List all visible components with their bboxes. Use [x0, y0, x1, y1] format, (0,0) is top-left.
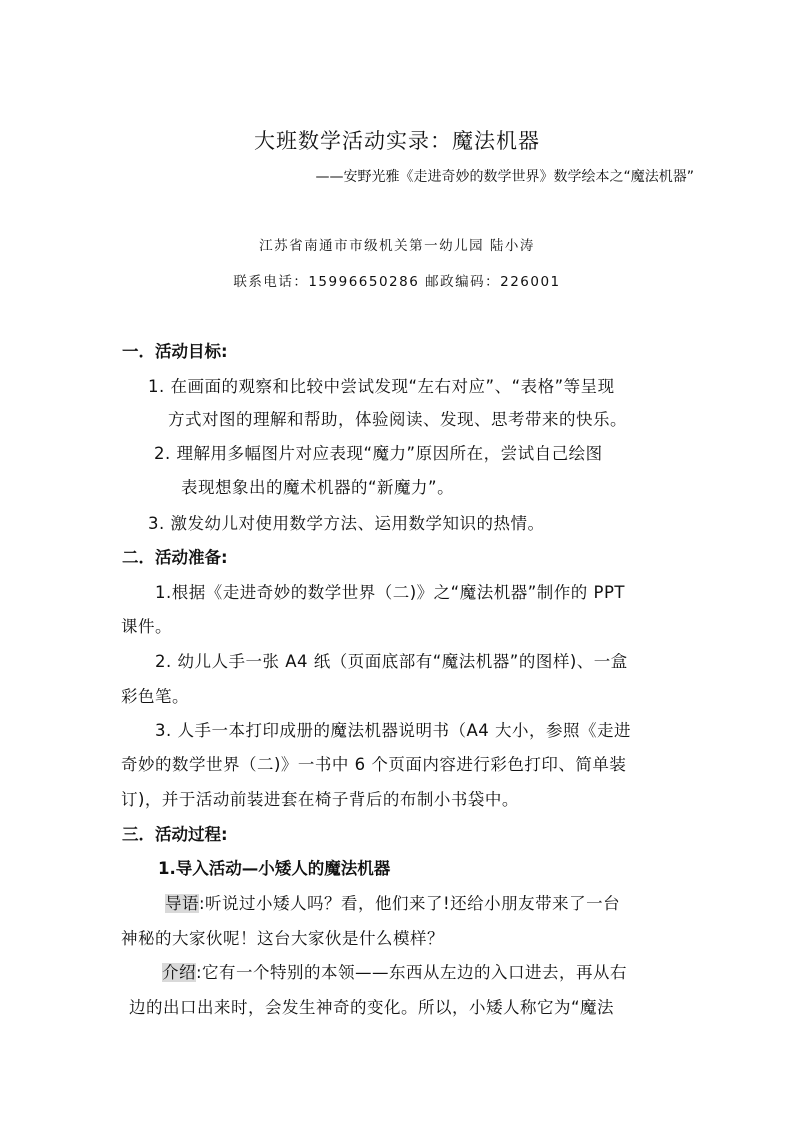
goal-item-1: 1. 在画面的观察和比较中尝试发现“左右对应”、“表格”等呈现: [148, 377, 615, 396]
prep-item-1: 1.根据《走进奇妙的数学世界（二)》之“魔法机器”制作的 PPT: [155, 583, 625, 602]
process-step-1-title: 1.导入活动—小矮人的魔法机器: [158, 859, 391, 878]
intro-paragraph: [165, 890, 620, 914]
intro-label: 导语: [165, 894, 199, 913]
section-goals-heading: 一．活动目标:: [122, 342, 228, 361]
goal-item-2-cont: 表现想象出的魔术机器的“新魔力”。: [181, 478, 455, 497]
section-process-heading: 三．活动过程:: [122, 825, 228, 844]
prep-item-3-cont: 奇妙的数学世界（二)》一书中 6 个页面内容进行彩色打印、简单装: [121, 755, 627, 774]
intro-paragraph-cont: 神秘的大家伙呢！这台大家伙是什么模样？: [121, 929, 444, 948]
desc-text: :它有一个特别的本领——东西从左边的入口进去，再从右: [196, 963, 628, 982]
author-affiliation: 江苏省南通市市级机关第一幼儿园 陆小涛: [259, 238, 535, 254]
prep-item-2-cont: 彩色笔。: [121, 687, 189, 706]
goal-item-2: 2. 理解用多幅图片对应表现“魔力”原因所在，尝试自己绘图: [154, 444, 603, 463]
page-title: 大班数学活动实录：魔法机器: [254, 129, 540, 153]
author-contact: 联系电话：15996650286 邮政编码：226001: [233, 274, 561, 290]
goal-item-1-cont: 方式对图的理解和帮助，体验阅读、发现、思考带来的快乐。: [168, 410, 627, 429]
desc-paragraph-cont: 边的出口出来时，会发生神奇的变化。所以，小矮人称它为“魔法: [129, 998, 615, 1017]
section-prep-heading: 二．活动准备:: [122, 548, 228, 567]
goal-item-3: 3. 激发幼儿对使用数学方法、运用数学知识的热情。: [148, 514, 545, 533]
intro-text: :听说过小矮人吗？看，他们来了!还给小朋友带来了一台: [199, 894, 621, 913]
prep-item-2: 2. 幼儿人手一张 A4 纸（页面底部有“魔法机器”的图样)、一盒: [155, 652, 628, 671]
prep-item-3-cont2: 订)，并于活动前装进套在椅子背后的布制小书袋中。: [121, 790, 519, 809]
prep-item-1-cont: 课件。: [121, 617, 172, 636]
desc-paragraph: [162, 959, 627, 983]
page-subtitle: ——安野光雅《走进奇妙的数学世界》数学绘本之“魔法机器”: [315, 169, 694, 185]
prep-item-3: 3. 人手一本打印成册的魔法机器说明书（A4 大小，参照《走进: [155, 721, 632, 740]
desc-label: 介绍: [162, 963, 196, 982]
